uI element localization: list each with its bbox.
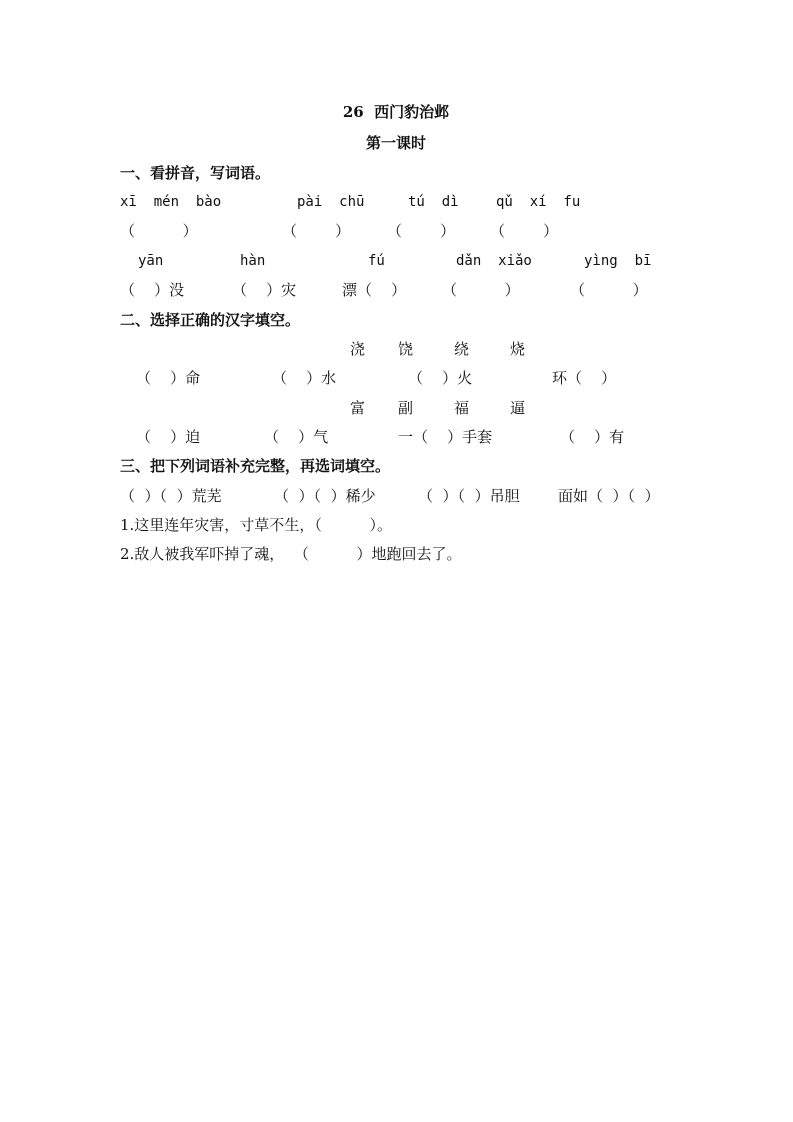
section2-heading: 二、选择正确的汉字填空。 (120, 311, 301, 329)
pinyin-item: hàn (240, 253, 266, 269)
fill-item[interactable]: （ ）命 (136, 369, 201, 387)
answer-blank[interactable]: （ ）没 (120, 281, 185, 299)
fill-item[interactable]: （ ）水 (272, 369, 337, 387)
pinyin-item: qǔ xí fu (496, 194, 581, 210)
answer-blank[interactable]: （ ） (282, 222, 351, 240)
fill-item[interactable]: （ ）火 (408, 369, 473, 387)
answer-blank[interactable]: （ ） (490, 222, 559, 240)
answer-blank[interactable]: （ ）灾 (232, 281, 297, 299)
answer-blank[interactable]: （ ） (570, 281, 648, 299)
option-char: 浇 (350, 340, 366, 358)
option-char: 饶 (398, 340, 414, 358)
option-char: 逼 (510, 399, 526, 417)
fill-item[interactable]: （ ）有 (560, 428, 625, 446)
option-char: 绕 (454, 340, 470, 358)
fill-item[interactable]: （ ）迫 (136, 428, 201, 446)
answer-blank[interactable]: 漂（ ） (342, 281, 407, 299)
idiom-item[interactable]: （ ）（ ）稀少 (274, 487, 376, 505)
sentence-1[interactable]: 1.这里连年灾害，寸草不生，（ ）。 (120, 516, 392, 534)
sentence-2[interactable]: 2.敌人被我军吓掉了魂， （ ）地跑回去了。 (120, 545, 462, 563)
pinyin-item: pài chū (297, 194, 365, 210)
page-title: 26 西门豹治邺 (342, 103, 450, 121)
pinyin-item: yìng bī (584, 253, 652, 269)
option-char: 福 (454, 399, 470, 417)
answer-blank[interactable]: （ ） (442, 281, 520, 299)
pinyin-item: tú dì (408, 194, 459, 210)
answer-blank[interactable]: （ ） (120, 222, 198, 240)
option-char: 烧 (510, 340, 526, 358)
option-char: 副 (398, 399, 414, 417)
section1-heading: 一、看拼音，写词语。 (120, 164, 271, 182)
idiom-item[interactable]: （ ）（ ）荒芜 (120, 487, 222, 505)
pinyin-item: yān (138, 253, 164, 269)
answer-blank[interactable]: （ ） (387, 222, 456, 240)
fill-item[interactable]: 环（ ） (552, 369, 617, 387)
pinyin-item: xī mén bào (120, 194, 222, 210)
idiom-item[interactable]: （ ）（ ）吊胆 (418, 487, 520, 505)
fill-item[interactable]: 一（ ）手套 (398, 428, 493, 446)
option-char: 富 (350, 399, 366, 417)
fill-item[interactable]: （ ）气 (264, 428, 329, 446)
lesson-subtitle: 第一课时 (365, 134, 427, 152)
section3-heading: 三、把下列词语补充完整，再选词填空。 (120, 457, 391, 475)
pinyin-item: dǎn xiǎo (456, 253, 532, 269)
pinyin-item: fú (368, 253, 385, 269)
idiom-item[interactable]: 面如（ ）（ ） (558, 487, 660, 505)
